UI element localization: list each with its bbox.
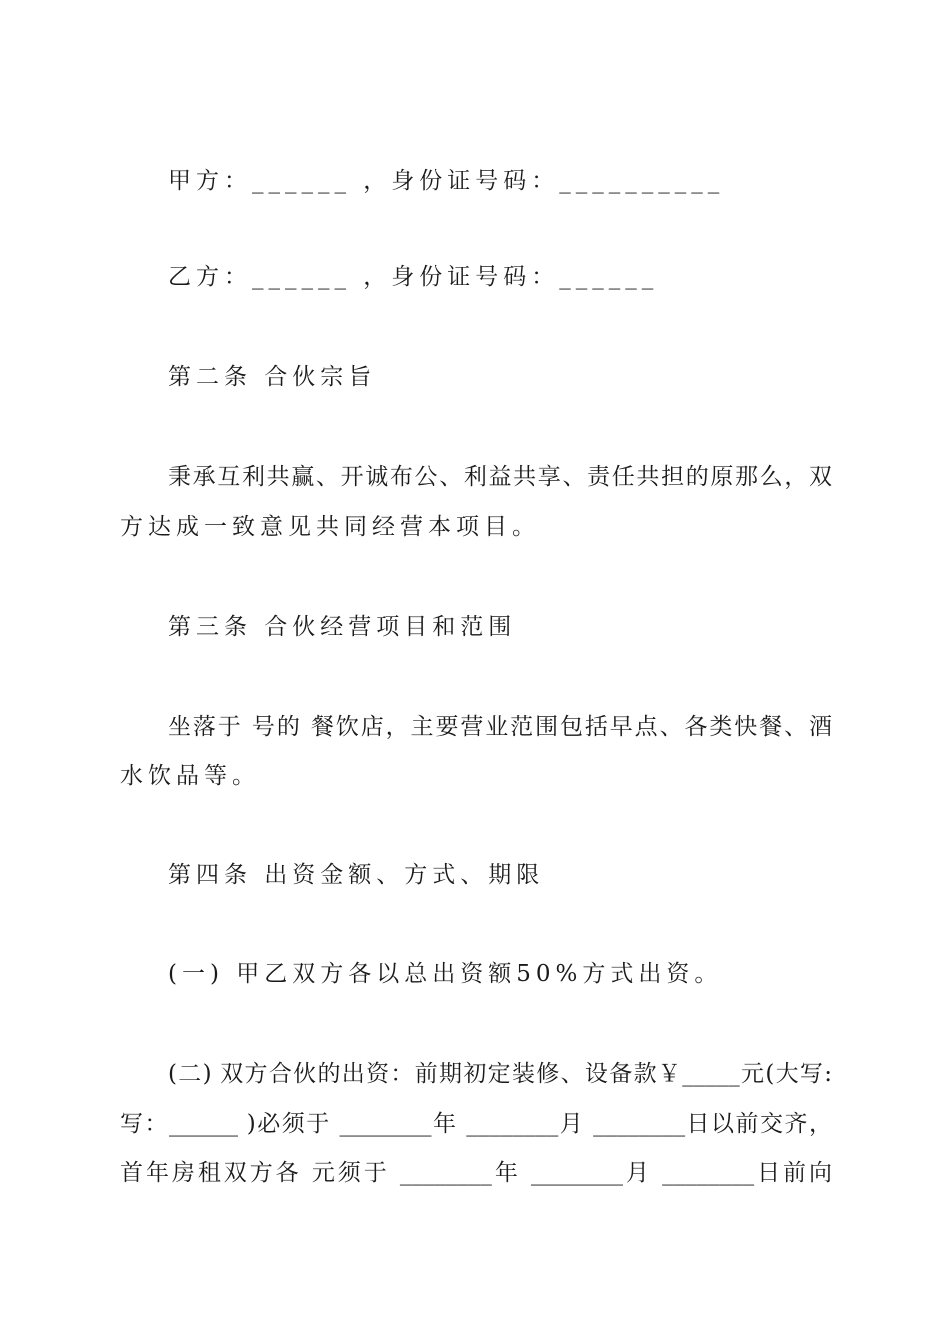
article-4-title: 第四条 出资金额、方式、期限 xyxy=(168,862,545,888)
article-2-body-line-1: 秉承互利共赢、开诚布公、利益共享、责任共担的原那么，双 xyxy=(168,464,832,490)
article-3-title: 第三条 合伙经营项目和范围 xyxy=(168,614,517,640)
article-3-body-line-2: 水饮品等。 xyxy=(120,763,260,789)
article-4-item-2-line-3: 首年房租双方各 元须于 ________年 ________月 ________日前向 xyxy=(120,1160,832,1186)
article-2-body-line-2: 方达成一致意见共同经营本项目。 xyxy=(120,514,540,540)
article-4-item-2-line-2: 写：______ )必须于 ________年 ________月 ________日以前交齐， xyxy=(120,1111,832,1137)
party-a-line: 甲方：______ ，身份证号码：__________ xyxy=(168,168,725,194)
article-3-body-line-1: 坐落于 号的 餐饮店，主要营业范围包括早点、各类快餐、酒 xyxy=(168,714,832,740)
article-4-item-2-line-1: (二) 双方合伙的出资：前期初定装修、设备款￥_____元(大写: xyxy=(168,1061,832,1087)
party-b-line: 乙方：______ ，身份证号码：______ xyxy=(168,264,659,290)
article-4-item-1: (一) 甲乙双方各以总出资额50%方式出资。 xyxy=(168,961,723,987)
article-2-title: 第二条 合伙宗旨 xyxy=(168,364,377,390)
